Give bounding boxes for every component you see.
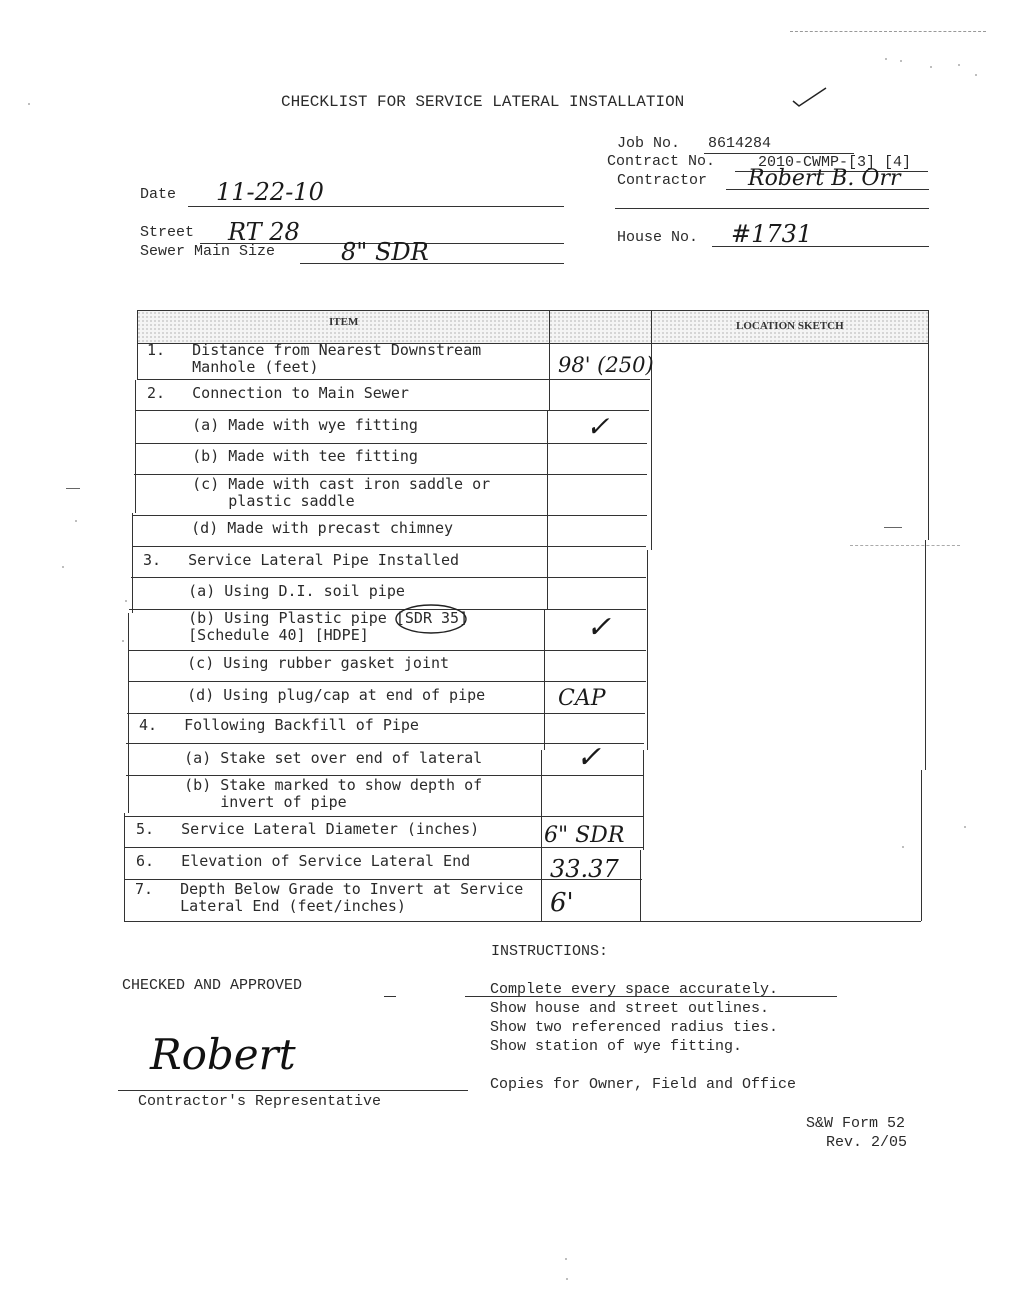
- row-5-text: 5. Service Lateral Diameter (inches): [136, 820, 480, 838]
- title-checkmark: [790, 84, 830, 110]
- contract-label: Contract No.: [607, 153, 716, 170]
- row-3b-text: (b) Using Plastic pipe [SDR 35] [Schedule 40] [HDPE]: [188, 609, 469, 644]
- contractor-label: Contractor: [617, 172, 708, 189]
- form-number: S&W Form 52: [806, 1115, 906, 1132]
- row-2-text: 2. Connection to Main Sewer: [147, 384, 409, 402]
- date-value: 11-22-10: [216, 178, 324, 206]
- item-header: ITEM: [329, 316, 359, 328]
- sewer-label: Sewer Main Size: [140, 243, 276, 260]
- row-2a-text: (a) Made with wye fitting: [147, 416, 418, 434]
- street-label: Street: [140, 224, 195, 241]
- entry-plastic-check: ✓: [586, 610, 612, 645]
- page-title: CHECKLIST FOR SERVICE LATERAL INSTALLATION: [281, 93, 685, 111]
- entry-elevation: 33.37: [550, 855, 619, 883]
- row-1-text: 1. Distance from Nearest Downstream Manhole (feet): [147, 341, 482, 376]
- sketch-header: LOCATION SKETCH: [736, 320, 844, 332]
- copies-note: Copies for Owner, Field and Office: [490, 1076, 797, 1093]
- representative-signature: Robert: [150, 1030, 296, 1079]
- row-3c-text: (c) Using rubber gasket joint: [142, 654, 450, 672]
- entry-stake-check: ✓: [576, 740, 602, 775]
- entry-diameter: 6" SDR: [544, 823, 625, 848]
- form-revision: Rev. 2/05: [826, 1134, 908, 1151]
- contract-value: 2010-CWMP-[3] [4]: [758, 154, 912, 171]
- row-6-text: 6. Elevation of Service Lateral End: [136, 852, 471, 870]
- row-2b-text: (b) Made with tee fitting: [147, 447, 418, 465]
- instruction-line-3: Show two referenced radius ties.: [490, 1019, 779, 1036]
- entry-wye-check: ✓: [586, 410, 610, 443]
- contractor-value: Robert B. Orr: [748, 166, 901, 191]
- instructions-heading: INSTRUCTIONS:: [491, 943, 609, 960]
- house-value: #1731: [731, 220, 813, 248]
- sewer-value: 8" SDR: [341, 238, 429, 266]
- representative-label: Contractor's Representative: [138, 1093, 382, 1110]
- sdr35-circle-mark: [393, 602, 469, 636]
- row-4b-text: (b) Stake marked to show depth of invert of pipe: [184, 776, 483, 811]
- entry-depth: 6': [550, 888, 574, 918]
- instruction-line-1: Complete every space accurately.: [490, 981, 779, 998]
- entry-cap: CAP: [558, 686, 606, 711]
- date-label: Date: [140, 186, 177, 203]
- row-3a-text: (a) Using D.I. soil pipe: [143, 582, 405, 600]
- row-7-text: 7. Depth Below Grade to Invert at Service Lateral End (feet/inches): [135, 880, 524, 915]
- job-value: 8614284: [708, 135, 772, 152]
- row-2c-text: (c) Made with cast iron saddle or plastic saddle: [192, 475, 491, 510]
- instruction-line-4: Show station of wye fitting.: [490, 1038, 743, 1055]
- row-2d-text: (d) Made with precast chimney: [146, 519, 454, 537]
- instruction-line-2: Show house and street outlines.: [490, 1000, 770, 1017]
- house-label: House No.: [617, 229, 699, 246]
- row-4-text: 4. Following Backfill of Pipe: [139, 716, 419, 734]
- street-value: RT 28: [228, 218, 300, 246]
- row-3d-text: (d) Using plug/cap at end of pipe: [142, 686, 486, 704]
- entry-distance: 98' (250): [558, 353, 654, 377]
- job-label: Job No.: [617, 135, 681, 152]
- row-3-text: 3. Service Lateral Pipe Installed: [143, 551, 460, 569]
- row-4a-text: (a) Stake set over end of lateral: [139, 749, 483, 767]
- checked-approved-label: CHECKED AND APPROVED: [122, 977, 303, 994]
